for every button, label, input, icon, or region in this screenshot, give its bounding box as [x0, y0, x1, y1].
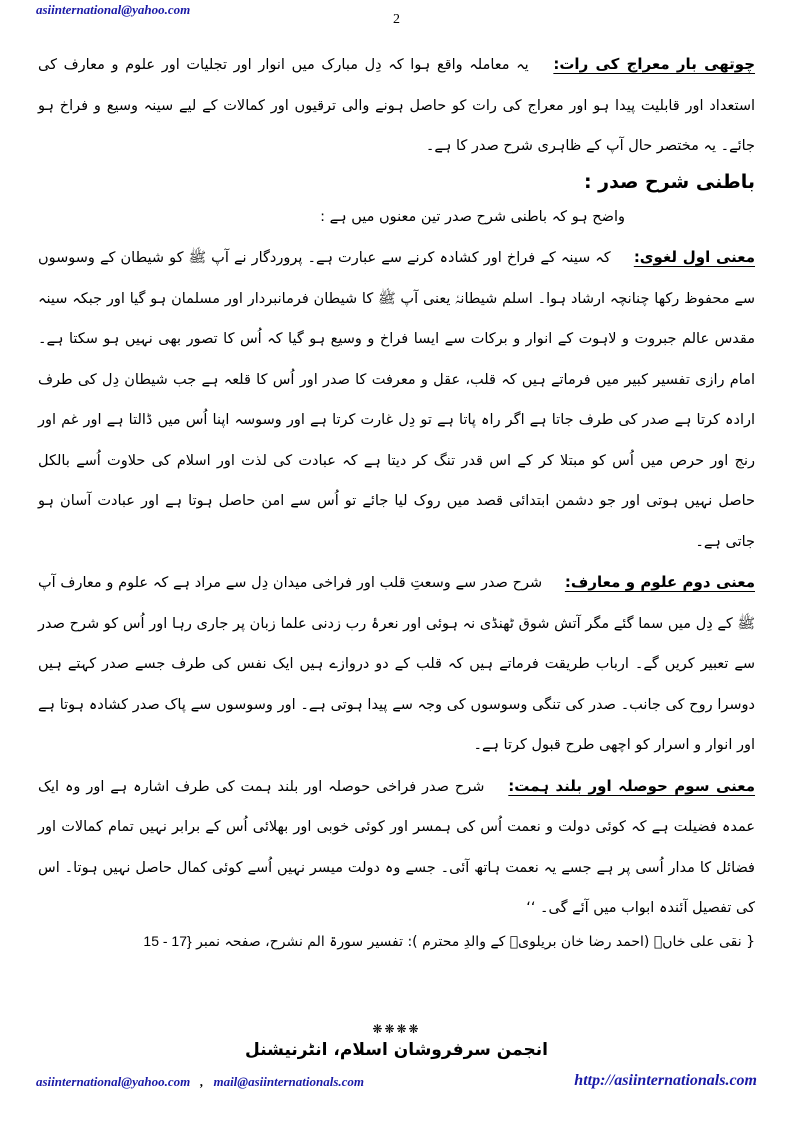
page-number: 2	[393, 12, 400, 27]
footer-email-1[interactable]: asiinternational@yahoo.com	[36, 1074, 191, 1089]
header-email[interactable]: asiinternational@yahoo.com	[36, 2, 191, 17]
section-miraj	[38, 44, 755, 167]
reference-author: { نقی علی خاںؒ (احمد رضا خان بریلویؒ کے والدِ محترم ): تفسیر سورۃ الم نشرح، صفحہ نمبر	[196, 933, 755, 950]
meaning-heading: معنی دوم علوم و معارف:	[564, 573, 755, 591]
reference-pages: 15 - 17}	[143, 932, 192, 949]
organization-name: انجمن سرفروشان اسلام، انٹرنیشنل	[245, 1040, 548, 1060]
section-text: یہ معاملہ واقع ہوا کہ دِل مبارک میں انوار اور تجلیات اور علوم و معارف کی استعداد اور قابلیت پیدا ہو اور معراج کی رات کو حاصل ہونے والی ترقیوں اور کمالات کے لیے سینہ وسیع و فراخ ہو جائے۔ یہ مختصر حال آپ کے ظاہری شرح صدر کا ہے۔	[38, 57, 755, 154]
meaning-first	[38, 237, 755, 562]
section-heading: چوتھی بار معراج کی رات:	[553, 55, 756, 73]
footer-emails	[36, 1074, 364, 1090]
meaning-text: شرح صدر فراخی حوصلہ اور بلند ہمت کی طرف اشارہ ہے اور وہ ایک عمدہ فضیلت ہے کہ کوئی دولت و نعمت اُس کی ہمسر اور کوئی خوبی اور بھلائی اُس کے برابر نہیں تمام کمالات اور فضائل کا مدار اُسی پر ہے جسے یہ نعمت ہاتھ آئی۔ جسے وہ دولت میسر نہیں اُسے کوئی کمال حاصل نہیں ہوتا۔ اس کی تفصیل آئندہ ابواب میں آئے گی۔ ‘‘	[38, 778, 755, 916]
footer-separator: ,	[200, 1074, 204, 1089]
meaning-text: شرح صدر سے وسعتِ قلب اور فراخی میدان دِل سے مراد ہے کہ علوم و معارف آپ ﷺ کے دِل میں سما گئے مگر آتش شوق ٹھنڈی نہ ہوئی اور نعرۂ رب زدنی علما زبان پر جاری رہا اور اُس کو شرح صدر سے تعبیر کریں گے۔ ارباب طریقت فرماتے ہیں کہ قلب کے دو دروازے ہیں ایک نفس کی طرف جسے صدر کہتے ہیں دوسرا روح کی جانب۔ صدر کی تنگی وسوسوں کی وجہ سے پیدا ہوتی ہے۔ اور وسوسوں سے پاک صدر کشادہ ہوتا ہے اور انوار و اسرار کو اچھی طرح قبول کرتا ہے۔	[38, 575, 755, 753]
meaning-heading: معنی اول لغوی:	[633, 248, 756, 266]
intro-text: واضح ہو کہ باطنی شرح صدر تین معنوں میں ہے :	[320, 208, 625, 225]
footer-website-link[interactable]: http://asiinternationals.com	[574, 1072, 757, 1089]
meaning-third	[38, 766, 755, 929]
meaning-text: کہ سینہ کے فراخ اور کشادہ کرنے سے عبارت ہے۔ پروردگار نے آپ ﷺ کو شیطان کے وسوسوں سے محفوظ رکھا چنانچہ ارشاد ہوا۔ اسلم شیطانہٗ یعنی آپ ﷺ کا شیطان فرمانبردار اور مسلمان ہو گیا اور جبکہ سینہ مقدس عالم جبروت و لاہوت کے انوار و برکات سے ایسا فراخ و وسیع ہو گیا کہ اُس کا تصور بھی نہیں ہو سکتا ہے۔ امام رازی تفسیر کبیر میں فرماتے ہیں کہ قلب، عقل و معرفت کا صدر اور اُس کا قلعہ ہے جب شیطان دِل کی طرف ارادہ کرتا ہے صدر کی طرف جاتا ہے اگر راہ پاتا ہے تو دِل غارت کرتا ہے اور وسوسہ اپنا اُس میں ڈالتا ہے اور غم اور رنج اور حرص میں اُس کو مبتلا کر کے اس قدر تنگ کر دیتا ہے کہ عبادت کی لذت اور اسلام کی حلاوت اُسے بالکل حاصل نہیں ہوتی اور جو دشمن ابتدائی قصد میں روک لیا جائے تو اُس سے امن حاصل ہوتا ہے اور عبادت آسان ہو جاتی ہے۔	[38, 250, 755, 550]
reference	[38, 929, 755, 954]
page-content	[38, 44, 755, 954]
meaning-heading: معنی سوم حوصلہ اور بلند ہمت:	[508, 776, 756, 795]
meaning-second	[38, 562, 755, 766]
ornament-divider: ❋❋❋❋	[372, 1022, 421, 1036]
page-title: باطنی شرح صدر :	[583, 170, 755, 193]
footer	[36, 1074, 757, 1096]
footer-email-2[interactable]: mail@asiinternationals.com	[213, 1074, 365, 1089]
